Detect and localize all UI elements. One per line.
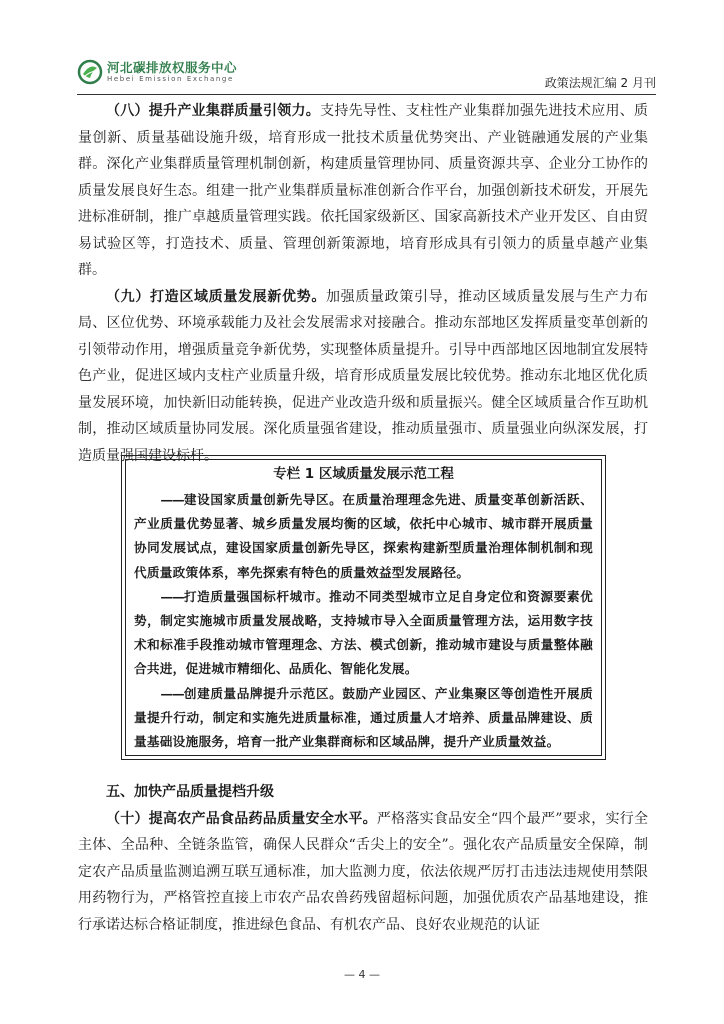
column-item-text: 打造质量强国标杆城市。推动不同类型城市立足自身定位和资源要素优势，制定实施城市质量发展战略，支持城市导入全面质量管理方法，运用数字技术和标准手段推动城市管理理念、方法、模式创新，推动城市建设与质量整体融合共进，促进城市精细化、品质化、智能化发展。 (134, 588, 593, 677)
main-body (78, 98, 648, 469)
column-box-title: 专栏 1 区域质量发展示范工程 (273, 466, 454, 482)
column-item-dash: —— (160, 685, 184, 701)
column-item (134, 682, 593, 755)
issue-label: 政策法规汇编 2 月刊 (544, 76, 656, 90)
paragraph-9-heading: （九）打造区域质量发展新优势。 (106, 288, 326, 305)
paragraph-10-text: 严格落实食品安全“四个最严”要求，实行全主体、全品种、全链条监管，确保人民群众“舌尖上的安全”。强化农产品质量安全保障，制定农产品质量监测追溯互联互通标准，加大监测力度，依法依规严厉打击违法违规使用禁限用药物行为，严格管控直接上市农产品农兽药残留超标问题，加强优质农产品基地建设，推行承诺达标合格证制度，推进绿色食品、有机农产品、良好农业规范的认证 (78, 810, 648, 933)
column-item-dash: —— (160, 588, 184, 604)
page-number: — 4 — (344, 968, 380, 981)
column-item-text: 创建质量品牌提升示范区。鼓励产业园区、产业集聚区等创造性开展质量提升行动，制定和实施先进质量标准，通过质量人才培养、质量品牌建设、质量基础设施服务，培育一批产业集群商标和区域品牌，提升产业质量效益。 (134, 685, 593, 750)
paragraph-9-text: 加强质量政策引导，推动区域质量发展与生产力布局、区位优势、环境承载能力及社会发展需求对接融合。推动东部地区发挥质量变革创新的引领带动作用，增强质量竞争新优势，实现整体质量提升。引导中西部地区因地制宜发展特色产业，促进区域内支柱产业质量升级，培育形成质量发展比较优势。推动东北地区优化质量发展环境，加快新旧动能转换，促进产业改造升级和质量振兴。健全区域质量合作互助机制，推动区域质量协同发展。深化质量强省建设，推动质量强市、质量强业向纵深发展，打造质量强国建设标杆。 (78, 288, 648, 464)
page-header (77, 56, 656, 95)
column-box (121, 455, 606, 760)
org-name-cn: 河北碳排放权服务中心 (107, 60, 238, 75)
column-box-inner (125, 459, 602, 756)
column-item-dash: —— (160, 492, 184, 507)
paragraph-8-text: 支持先导性、支柱性产业集群加强先进技术应用、质量创新、质量基础设施升级，培育形成一批技术质量优势突出、产业链融通发展的产业集群。深化产业集群质量管理机制创新，构建质量管理协同、质量资源共享、企业分工协作的质量发展良好生态。组建一批产业集群质量标准创新合作平台，加强创新技术研发，开展先进标准研制，推广卓越质量管理实践。依托国家级新区、国家高新技术产业开发区、自由贸易试验区等，打造技术、质量、管理创新策源地，培育形成具有引领力的质量卓越产业集群。 (78, 103, 649, 278)
paragraph-9 (78, 284, 648, 470)
column-item-text: 建设国家质量创新先导区。在质量治理理念先进、质量变革创新活跃、产业质量优势显著、城乡质量发展均衡的区域，依托中心城市、城市群开展质量协同发展试点，建设国家质量创新先导区，探索构建新型质量治理体制机制和现代质量政策体系，率先探索有特色的质量效益型发展路径。 (134, 492, 593, 580)
paragraph-10 (78, 806, 648, 939)
paragraph-8 (78, 98, 648, 284)
section-5-title: 五、加快产品质量提档升级 (106, 784, 274, 800)
column-item (134, 585, 593, 682)
paragraph-10-heading: （十）提高农产品食品药品质量安全水平。 (106, 810, 377, 827)
leaf-logo-icon (77, 59, 103, 85)
section-5 (78, 779, 648, 938)
paragraph-8-heading: （八）提升产业集群质量引领力。 (106, 103, 321, 119)
org-name-en: Hebei Emission Exchange (107, 75, 234, 83)
column-item (134, 488, 593, 585)
